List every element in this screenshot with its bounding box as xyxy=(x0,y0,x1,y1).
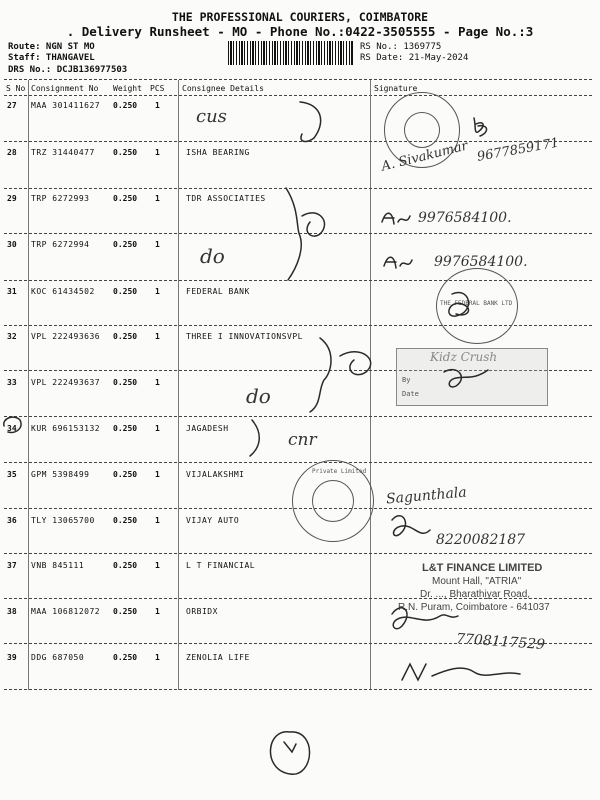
row-pcs: 1 xyxy=(155,194,160,203)
row-consignee: VIJALAKSHMI xyxy=(186,470,245,479)
federal-bank-stamp-text: THE FEDERAL BANK LTD xyxy=(440,300,513,307)
circle-34 xyxy=(4,417,21,432)
row-consignment: MAA 301411627 xyxy=(31,101,101,110)
row-consignee: JAGADESH xyxy=(186,424,229,433)
row-pcs: 1 xyxy=(155,148,160,157)
col-weight: Weight xyxy=(113,84,142,93)
row-pcs: 1 xyxy=(155,240,160,249)
row-weight: 0.250 xyxy=(113,516,138,525)
row-consignee: VIJAY AUTO xyxy=(186,516,240,525)
initial-b xyxy=(474,118,487,136)
handwriting-phone-38: 7708117529 xyxy=(455,630,546,654)
route-label: Route: NGN ST MO xyxy=(8,42,95,52)
kidz-crush-date: Date xyxy=(402,390,419,398)
handwriting-phone-29: 9976584100. xyxy=(418,210,512,226)
row-consignment: TLY 13065700 xyxy=(31,516,95,525)
row-consignment: DDG 687050 xyxy=(31,653,85,662)
kidz-crush-title: Kidz Crush xyxy=(430,350,498,364)
handwriting-phone-36: 8220082187 xyxy=(436,532,526,548)
row-consignment: VPL 222493636 xyxy=(31,332,101,341)
row-pcs: 1 xyxy=(155,101,160,110)
row-consignment: MAA 106812072 xyxy=(31,607,101,616)
private-limited-text: Private Limited xyxy=(312,468,367,475)
circled-mark xyxy=(270,732,309,775)
handwriting-signature-35: Sagunthala xyxy=(385,484,468,508)
row-sno: 35 xyxy=(7,470,17,479)
handwriting-phone-30: 9976584100. xyxy=(434,254,528,270)
brace-29-30 xyxy=(286,188,325,280)
handwriting-do-30: do xyxy=(200,244,225,268)
col-signature: Signature xyxy=(374,84,418,93)
row-weight: 0.250 xyxy=(113,194,138,203)
row-sno: 28 xyxy=(7,148,17,157)
signature-38 xyxy=(392,608,458,629)
row-weight: 0.250 xyxy=(113,101,138,110)
row-weight: 0.250 xyxy=(113,240,138,249)
initial-a-30 xyxy=(384,257,412,268)
col-sno: S No xyxy=(6,84,26,93)
row-pcs: 1 xyxy=(155,653,160,662)
handwriting-phone-28: 9677859171 xyxy=(476,135,561,165)
row-weight: 0.250 xyxy=(113,287,138,296)
row-sno: 37 xyxy=(7,561,17,570)
row-pcs: 1 xyxy=(155,516,160,525)
handwriting-receiver-name: A. Sivakumar xyxy=(380,138,470,175)
col-consignment: Consignment No xyxy=(31,84,99,93)
row-consignment: GPM 5398499 xyxy=(31,470,90,479)
row-sno: 29 xyxy=(7,194,17,203)
lt-finance-stamp-line1: Mount Hall, "ATRIA" xyxy=(432,576,522,587)
row-consignment: VPL 222493637 xyxy=(31,378,101,387)
row-weight: 0.250 xyxy=(113,561,138,570)
handwriting-cnr: cnr xyxy=(288,430,317,450)
row-weight: 0.250 xyxy=(113,148,138,157)
row-weight: 0.250 xyxy=(113,607,138,616)
row-sno: 31 xyxy=(7,287,17,296)
row-pcs: 1 xyxy=(155,287,160,296)
col-consignee: Consignee Details xyxy=(182,84,264,93)
bracket-34 xyxy=(250,420,259,456)
handwriting-do-33: do xyxy=(246,384,271,408)
row-pcs: 1 xyxy=(155,607,160,616)
signature-36 xyxy=(392,516,430,536)
kidz-crush-by: By xyxy=(402,376,411,384)
lt-finance-stamp-line3: R.N. Puram, Coimbatore - 641037 xyxy=(398,602,550,613)
row-weight: 0.250 xyxy=(113,332,138,341)
drs-number: DRS No.: DCJB136977503 xyxy=(8,65,128,75)
scribble-31 xyxy=(449,292,469,316)
row-weight: 0.250 xyxy=(113,424,138,433)
row-consignment: VNB 845111 xyxy=(31,561,85,570)
lt-finance-stamp-name: L&T FINANCE LIMITED xyxy=(422,562,543,574)
staff-label: Staff: THANGAVEL xyxy=(8,53,95,63)
row-pcs: 1 xyxy=(155,561,160,570)
row-consignee: ORBIDX xyxy=(186,607,218,616)
row-pcs: 1 xyxy=(155,470,160,479)
row-weight: 0.250 xyxy=(113,653,138,662)
row-consignee: THREE I INNOVATIONSVPL xyxy=(186,332,303,341)
row-consignee: L T FINANCIAL xyxy=(186,561,256,570)
runsheet-title: THE PROFESSIONAL COURIERS, COIMBATORE xyxy=(171,10,429,24)
signature-33 xyxy=(444,370,488,387)
row-sno: 36 xyxy=(7,516,17,525)
lt-finance-stamp-line2: Dr. ..., Bharathiyar Road, xyxy=(420,589,531,600)
row-weight: 0.250 xyxy=(113,378,138,387)
row-weight: 0.250 xyxy=(113,470,138,479)
row-pcs: 1 xyxy=(155,378,160,387)
row-consignment: KUR 696153132 xyxy=(31,424,101,433)
initial-a-29 xyxy=(382,213,410,224)
row-consignee: FEDERAL BANK xyxy=(186,287,250,296)
row-sno: 27 xyxy=(7,101,17,110)
row-consignment: TRZ 31440477 xyxy=(31,148,95,157)
row-sno: 32 xyxy=(7,332,17,341)
rs-date: RS Date: 21-May-2024 xyxy=(360,53,469,63)
bracket-27 xyxy=(300,102,321,141)
signature-39 xyxy=(402,664,520,680)
row-consignee: TDR ASSOCIATIES xyxy=(186,194,266,203)
row-consignee: ZENOLIA LIFE xyxy=(186,653,250,662)
row-pcs: 1 xyxy=(155,332,160,341)
row-sno: 38 xyxy=(7,607,17,616)
row-consignee: ISHA BEARING xyxy=(186,148,250,157)
col-pcs: PCS xyxy=(150,84,165,93)
runsheet-subtitle: . Delivery Runsheet - MO - Phone No.:0422-3505555 - Page No.:3 xyxy=(66,24,534,39)
brace-32-33 xyxy=(310,338,371,412)
rs-number: RS No.: 1369775 xyxy=(360,42,442,52)
row-pcs: 1 xyxy=(155,424,160,433)
row-consignment: KOC 61434502 xyxy=(31,287,95,296)
row-sno: 30 xyxy=(7,240,17,249)
row-sno: 39 xyxy=(7,653,17,662)
row-sno: 33 xyxy=(7,378,17,387)
row-consignment: TRP 6272994 xyxy=(31,240,90,249)
row-sno: 34 xyxy=(7,424,17,433)
handwriting-cus: cus xyxy=(196,106,227,127)
row-consignment: TRP 6272993 xyxy=(31,194,90,203)
